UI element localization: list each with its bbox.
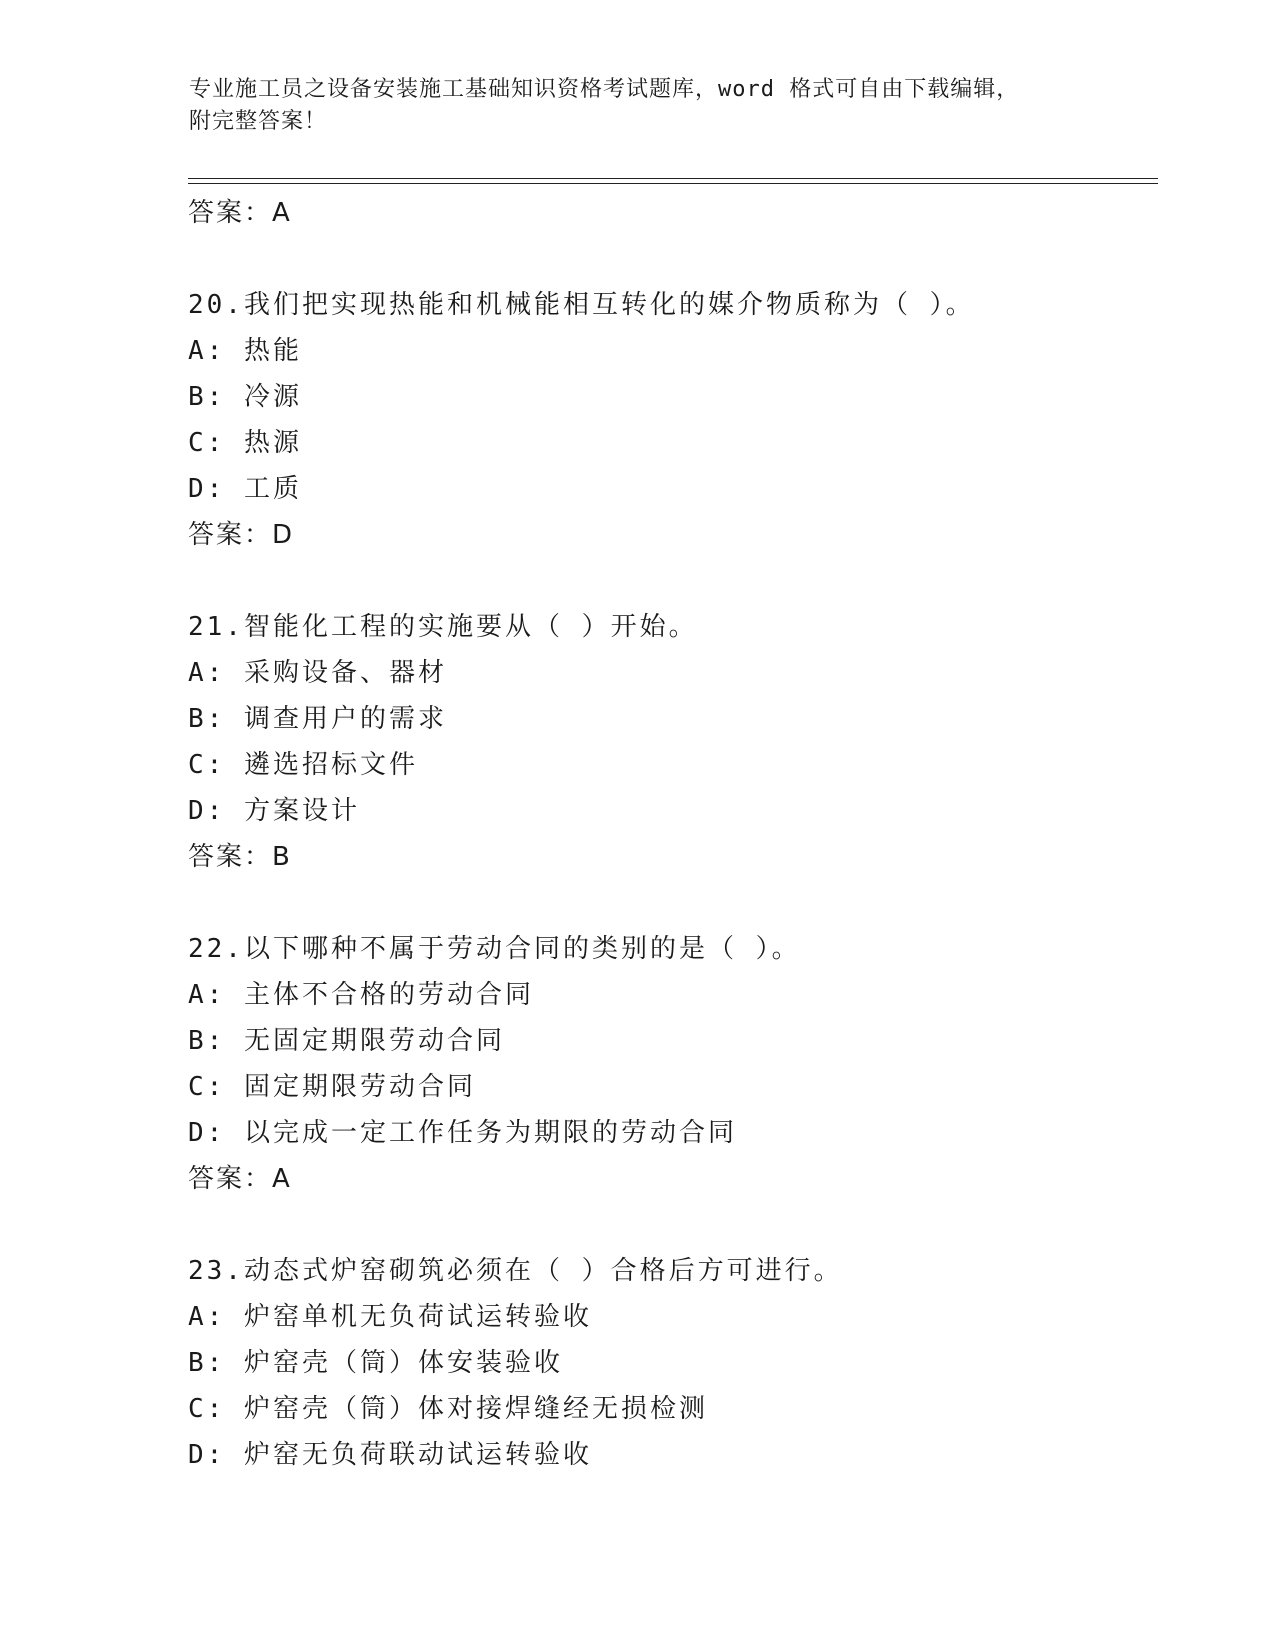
question-21: [188, 604, 1148, 880]
option-c: C: 固定期限劳动合同: [188, 1072, 476, 1102]
question-stem: 22.以下哪种不属于劳动合同的类别的是（ ）。: [188, 934, 801, 964]
option-c: C: 炉窑壳（筒）体对接焊缝经无损检测: [188, 1394, 708, 1424]
option-a: A: 采购设备、器材: [188, 658, 447, 688]
question-stem: 20.我们把实现热能和机械能相互转化的媒介物质称为（ ）。: [188, 290, 975, 320]
option-a: A: 热能: [188, 336, 302, 366]
answer: 答案：B: [188, 842, 292, 872]
question-22: [188, 926, 1148, 1202]
option-d: D: 炉窑无负荷联动试运转验收: [188, 1440, 592, 1470]
option-d: D: 工质: [188, 474, 302, 504]
previous-answer: 答案：A: [188, 198, 292, 228]
question-list: [188, 190, 1148, 1478]
header-divider-top: [188, 178, 1158, 179]
option-c: C: 遴选招标文件: [188, 750, 418, 780]
option-d: D: 方案设计: [188, 796, 360, 826]
header-divider-bottom: [188, 183, 1158, 184]
question-stem: 21.智能化工程的实施要从（ ）开始。: [188, 612, 698, 642]
answer: 答案：A: [188, 1164, 292, 1194]
question-23: [188, 1248, 1148, 1478]
option-b: B: 无固定期限劳动合同: [188, 1026, 505, 1056]
option-c: C: 热源: [188, 428, 302, 458]
document-header: 专业施工员之设备安装施工基础知识资格考试题库，word 格式可自由下载编辑， 附完整答案！: [189, 77, 1020, 134]
option-b: B: 调查用户的需求: [188, 704, 447, 734]
question-20: [188, 282, 1148, 558]
option-a: A: 主体不合格的劳动合同: [188, 980, 534, 1010]
option-d: D: 以完成一定工作任务为期限的劳动合同: [188, 1118, 737, 1148]
answer: 答案：D: [188, 520, 295, 550]
question-stem: 23.动态式炉窑砌筑必须在（ ）合格后方可进行。: [188, 1256, 843, 1286]
option-b: B: 冷源: [188, 382, 302, 412]
option-a: A: 炉窑单机无负荷试运转验收: [188, 1302, 592, 1332]
option-b: B: 炉窑壳（筒）体安装验收: [188, 1348, 563, 1378]
